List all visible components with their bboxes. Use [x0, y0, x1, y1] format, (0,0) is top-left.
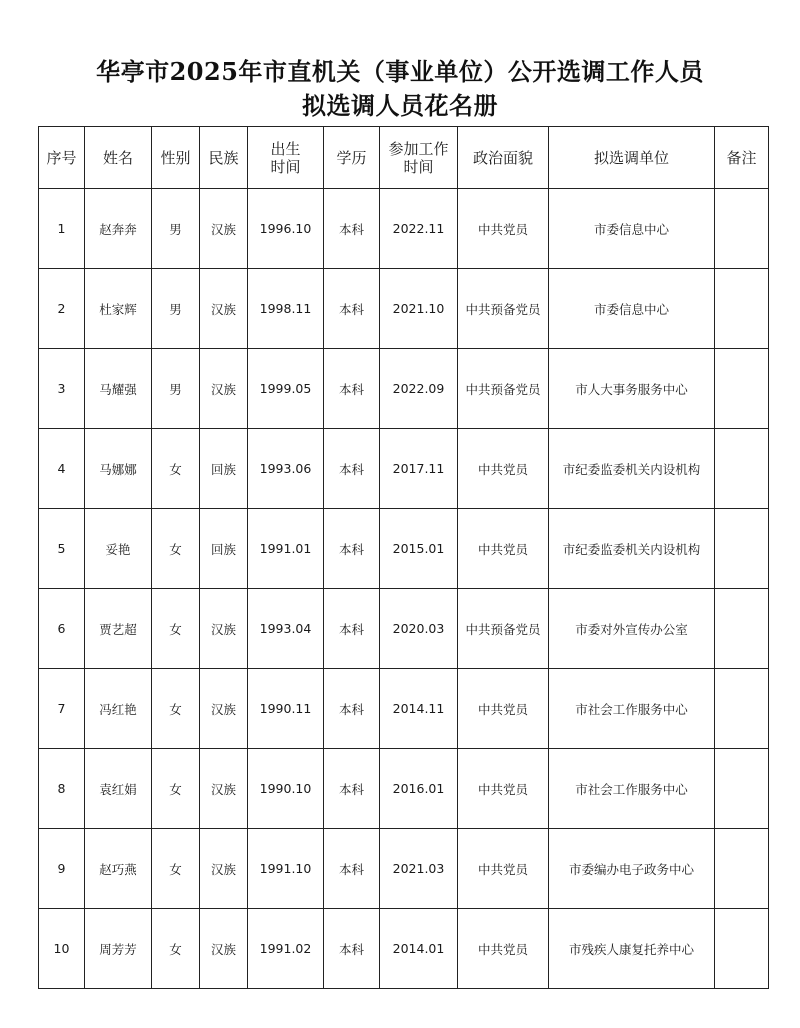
row-name: 妥艳 [85, 509, 152, 589]
row-ethnicity: 汉族 [200, 829, 248, 909]
document-title: 华亭市2025年市直机关（事业单位）公开选调工作人员 [96, 57, 704, 86]
header-birth-line2: 时间 [270, 157, 301, 176]
row-gender: 女 [152, 829, 200, 909]
row-birth: 1996.10 [248, 189, 324, 269]
row-education: 本科 [324, 189, 380, 269]
row-birth: 1990.10 [248, 749, 324, 829]
row-ethnicity: 回族 [200, 429, 248, 509]
row-unit: 市残疾人康复托养中心 [549, 909, 715, 989]
row-remarks [715, 429, 769, 509]
row-birth: 1991.02 [248, 909, 324, 989]
row-gender: 女 [152, 909, 200, 989]
table-row [39, 509, 769, 589]
row-unit: 市委信息中心 [549, 269, 715, 349]
row-work: 2022.11 [380, 189, 458, 269]
row-gender: 男 [152, 349, 200, 429]
row-name: 赵巧燕 [85, 829, 152, 909]
row-unit: 市委对外宣传办公室 [549, 589, 715, 669]
row-birth: 1991.01 [248, 509, 324, 589]
row-education: 本科 [324, 749, 380, 829]
row-remarks [715, 829, 769, 909]
row-political: 中共预备党员 [458, 349, 549, 429]
table-row [39, 349, 769, 429]
row-seq: 3 [39, 349, 85, 429]
row-gender: 女 [152, 589, 200, 669]
document-subtitle: 拟选调人员花名册 [302, 91, 498, 120]
header-work-line1: 参加工作 [388, 139, 449, 158]
header-seq: 序号 [39, 127, 85, 189]
row-education: 本科 [324, 269, 380, 349]
header-gender: 性别 [152, 127, 200, 189]
row-unit: 市纪委监委机关内设机构 [549, 429, 715, 509]
row-remarks [715, 589, 769, 669]
row-name: 杜家辉 [85, 269, 152, 349]
row-gender: 女 [152, 509, 200, 589]
row-work: 2017.11 [380, 429, 458, 509]
row-work: 2021.03 [380, 829, 458, 909]
row-ethnicity: 汉族 [200, 269, 248, 349]
row-education: 本科 [324, 909, 380, 989]
row-name: 马娜娜 [85, 429, 152, 509]
row-gender: 女 [152, 429, 200, 509]
row-education: 本科 [324, 509, 380, 589]
table-row [39, 189, 769, 269]
header-birth [248, 127, 324, 189]
row-work: 2022.09 [380, 349, 458, 429]
row-education: 本科 [324, 429, 380, 509]
header-unit: 拟选调单位 [549, 127, 715, 189]
row-unit: 市社会工作服务中心 [549, 669, 715, 749]
table-row [39, 829, 769, 909]
row-name: 袁红娟 [85, 749, 152, 829]
row-unit: 市纪委监委机关内设机构 [549, 509, 715, 589]
row-seq: 6 [39, 589, 85, 669]
row-seq: 2 [39, 269, 85, 349]
row-education: 本科 [324, 669, 380, 749]
row-unit: 市委信息中心 [549, 189, 715, 269]
row-remarks [715, 189, 769, 269]
row-gender: 女 [152, 669, 200, 749]
row-seq: 5 [39, 509, 85, 589]
header-work [380, 127, 458, 189]
row-ethnicity: 汉族 [200, 909, 248, 989]
row-education: 本科 [324, 589, 380, 669]
row-work: 2021.10 [380, 269, 458, 349]
row-name: 马耀强 [85, 349, 152, 429]
row-remarks [715, 749, 769, 829]
table-row [39, 589, 769, 669]
row-seq: 1 [39, 189, 85, 269]
row-political: 中共党员 [458, 669, 549, 749]
row-unit: 市委编办电子政务中心 [549, 829, 715, 909]
table-row [39, 749, 769, 829]
row-work: 2016.01 [380, 749, 458, 829]
table-row [39, 669, 769, 749]
row-education: 本科 [324, 829, 380, 909]
row-political: 中共预备党员 [458, 269, 549, 349]
row-ethnicity: 汉族 [200, 349, 248, 429]
header-work-line2: 时间 [403, 157, 434, 176]
header-ethnicity: 民族 [200, 127, 248, 189]
row-birth: 1998.11 [248, 269, 324, 349]
row-political: 中共预备党员 [458, 589, 549, 669]
table-row [39, 909, 769, 989]
row-unit: 市社会工作服务中心 [549, 749, 715, 829]
row-birth: 1991.10 [248, 829, 324, 909]
row-remarks [715, 909, 769, 989]
row-work: 2015.01 [380, 509, 458, 589]
header-name: 姓名 [85, 127, 152, 189]
table-header-row [39, 127, 769, 189]
row-remarks [715, 669, 769, 749]
row-seq: 4 [39, 429, 85, 509]
row-unit: 市人大事务服务中心 [549, 349, 715, 429]
header-political: 政治面貌 [458, 127, 549, 189]
row-work: 2020.03 [380, 589, 458, 669]
row-gender: 男 [152, 269, 200, 349]
header-birth-line1: 出生 [270, 139, 301, 158]
header-remarks: 备注 [715, 127, 769, 189]
table-row [39, 269, 769, 349]
row-gender: 男 [152, 189, 200, 269]
table-row [39, 429, 769, 509]
row-name: 赵奔奔 [85, 189, 152, 269]
row-name: 贾艺超 [85, 589, 152, 669]
row-ethnicity: 汉族 [200, 589, 248, 669]
row-ethnicity: 汉族 [200, 669, 248, 749]
row-work: 2014.01 [380, 909, 458, 989]
row-political: 中共党员 [458, 829, 549, 909]
row-gender: 女 [152, 749, 200, 829]
roster-table [38, 126, 769, 989]
row-name: 冯红艳 [85, 669, 152, 749]
row-birth: 1993.04 [248, 589, 324, 669]
row-ethnicity: 回族 [200, 509, 248, 589]
row-birth: 1990.11 [248, 669, 324, 749]
row-political: 中共党员 [458, 909, 549, 989]
row-political: 中共党员 [458, 749, 549, 829]
row-political: 中共党员 [458, 509, 549, 589]
row-ethnicity: 汉族 [200, 749, 248, 829]
row-political: 中共党员 [458, 189, 549, 269]
row-birth: 1999.05 [248, 349, 324, 429]
row-seq: 9 [39, 829, 85, 909]
row-birth: 1993.06 [248, 429, 324, 509]
row-work: 2014.11 [380, 669, 458, 749]
header-education: 学历 [324, 127, 380, 189]
row-seq: 8 [39, 749, 85, 829]
row-seq: 10 [39, 909, 85, 989]
row-ethnicity: 汉族 [200, 189, 248, 269]
row-political: 中共党员 [458, 429, 549, 509]
row-remarks [715, 349, 769, 429]
row-remarks [715, 509, 769, 589]
row-education: 本科 [324, 349, 380, 429]
row-remarks [715, 269, 769, 349]
row-seq: 7 [39, 669, 85, 749]
row-name: 周芳芳 [85, 909, 152, 989]
